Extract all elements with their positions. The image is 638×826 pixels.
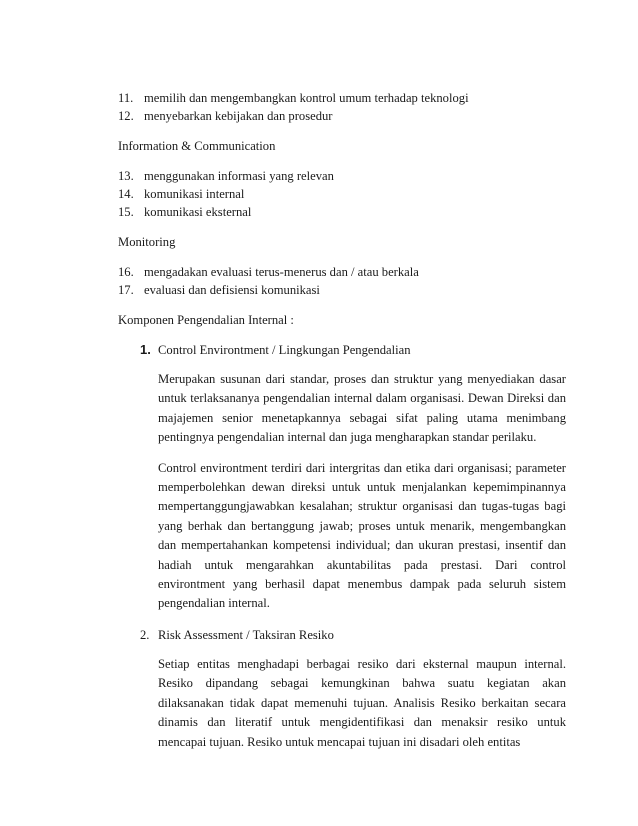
list-item-number: 15. [118,205,134,219]
component-title-text: Risk Assessment / Taksiran Resiko [158,627,334,642]
list-item [118,263,566,281]
paragraph: Control environtment terdiri dari intergritas dan etika dari organisasi; parameter memperbolehkan dewan direksi untuk untuk menjalankan kepemimpinannya mempertanggungjawabkan kesalahan; struktur organisasi dan tugas-tugas bagi yang berhak dan bertanggung jawab; proses untuk menarik, mengembangkan dan mempertahankan kompetensi individual; dan ukuran prestasi, insentif dan hadiah untuk mengarahkan akuntabilitas pada prestasi. Dari control environtment yang berhasil dapat menembus dampak pada seluruh sistem pengendalian internal. [158,460,566,611]
component-title-text: Control Environtment / Lingkungan Pengendalian [158,343,411,357]
heading-information-communication: Information & Communication [118,139,276,153]
list-item-number: 12. [118,109,134,123]
component-number: 2. [140,627,150,642]
document-body [118,89,566,752]
list-16-17 [118,263,566,299]
list-item [118,203,566,221]
list-item-text: komunikasi eksternal [144,205,252,219]
list-item-text: mengadakan evaluasi terus-menerus dan / atau berkala [144,265,419,279]
component-title [140,341,566,359]
component-title [140,626,566,644]
list-item-number: 14. [118,187,134,201]
list-item-text: memilih dan mengembangkan kontrol umum terhadap teknologi [144,91,469,105]
component-number: 1. [140,342,151,357]
list-item-text: komunikasi internal [144,187,245,201]
list-item-number: 17. [118,283,134,297]
list-item-number: 13. [118,169,134,183]
list-item [118,281,566,299]
heading-komponen: Komponen Pengendalian Internal : [118,313,294,327]
list-11-12 [118,89,566,125]
list-item-text: evaluasi dan defisiensi komunikasi [144,283,320,297]
list-13-15 [118,167,566,221]
component-item-risk-assessment [140,626,566,752]
list-item-number: 16. [118,265,134,279]
heading-monitoring: Monitoring [118,235,176,249]
list-item [118,107,566,125]
list-item [118,167,566,185]
paragraph: Merupakan susunan dari standar, proses dan struktur yang menyediakan dasar untuk terlaksananya pengendalian internal dalam organisasi. Dewan Direksi dan majajemen senior menetapkannya sebagai sifat paling utama menimbang pentingnya pengendalian internal dan juga mengharapkan standar perilaku. [158,372,566,445]
component-item-control-environment [140,341,566,614]
list-item-text: menggunakan informasi yang relevan [144,169,334,183]
paragraph: Setiap entitas menghadapi berbagai resiko dari eksternal maupun internal. Resiko dipandang sebagai kemungkinan bahwa suatu kegiatan akan dilaksanakan tidak dapat memenuhi tujuan. Analisis Resiko berkaitan secara dinamis dan literatif untuk mengidentifikasi dan menaksir resiko untuk mencapai tujuan. Resiko untuk mencapai tujuan ini disadari oleh entitas [158,656,566,749]
list-item-number: 11. [118,91,134,105]
list-item [118,185,566,203]
list-item [118,89,566,107]
list-item-text: menyebarkan kebijakan dan prosedur [144,109,333,123]
